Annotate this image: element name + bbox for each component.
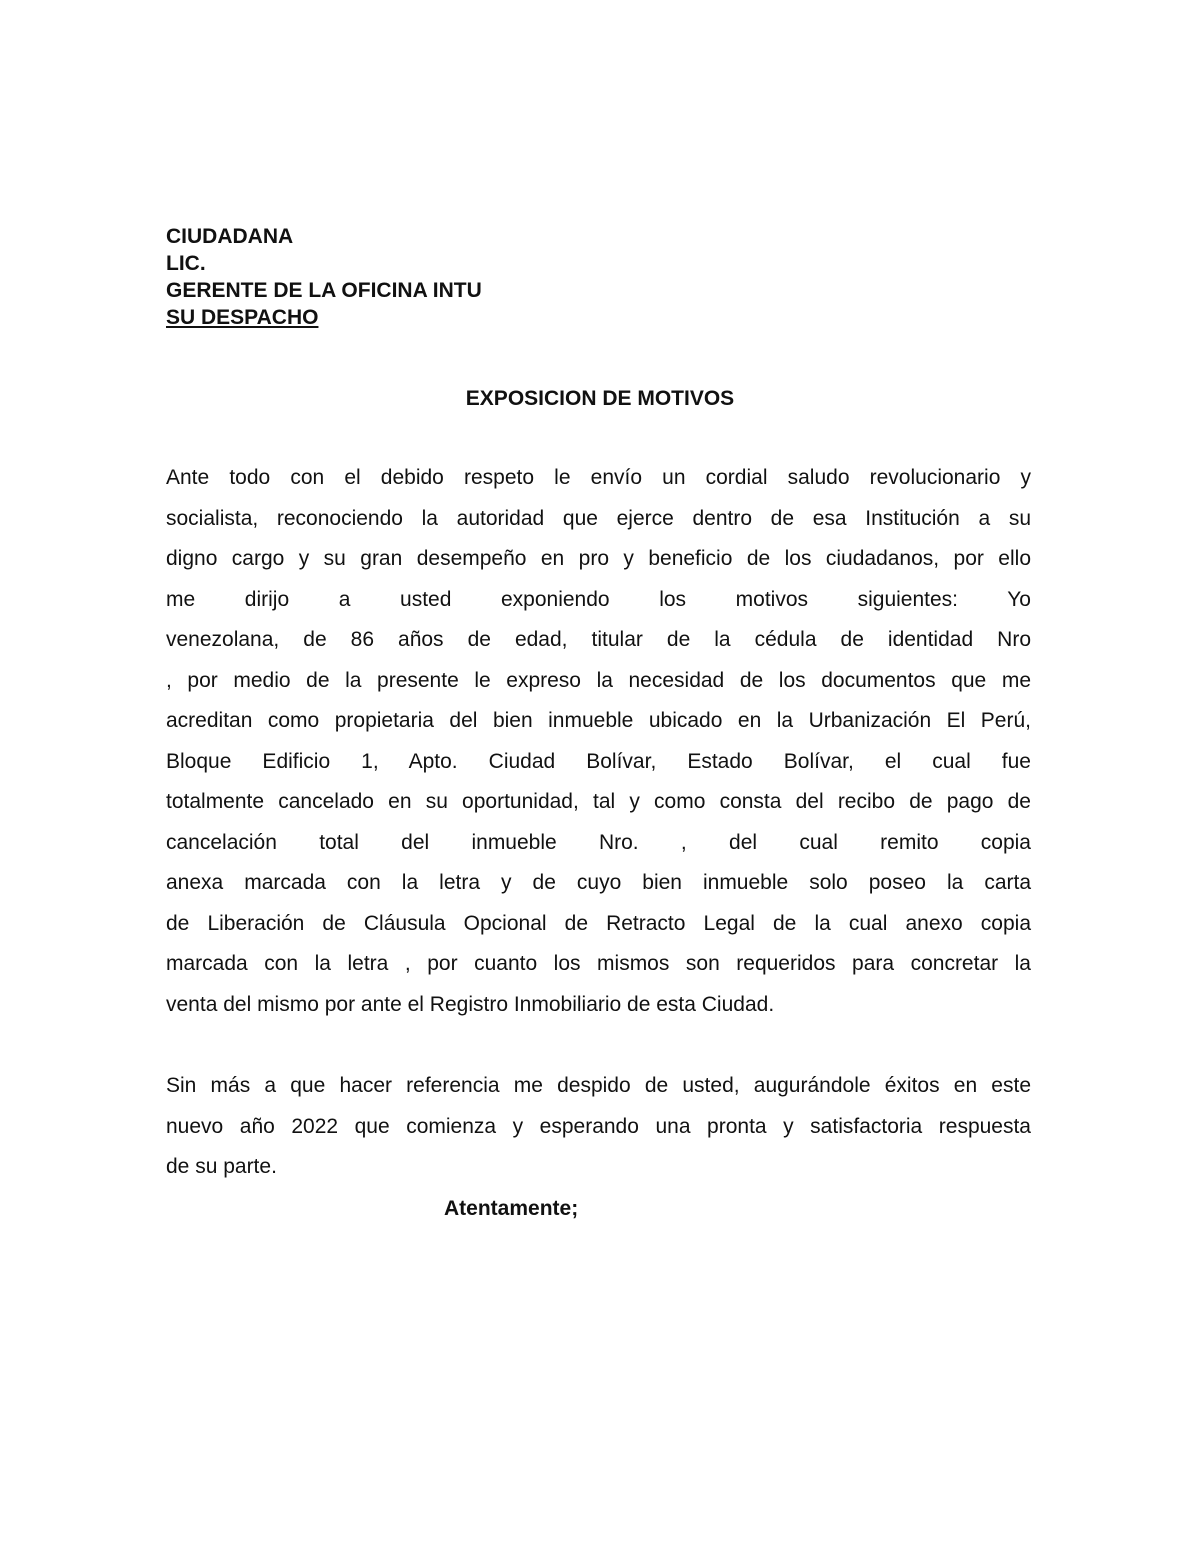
closing-salutation: Atentamente; xyxy=(444,1197,579,1220)
paragraph-line: venezolana, de 86 años de edad, titular de la cédula de identidad Nro xyxy=(166,628,1031,651)
paragraph-exposition xyxy=(166,458,1031,1025)
paragraph-line: Ante todo con el debido respeto le envío un cordial saludo revolucionario y xyxy=(166,466,1031,489)
paragraph-line: venta del mismo por ante el Registro Inmobiliario de esta Ciudad. xyxy=(166,992,775,1016)
paragraph-line: me dirijo a usted exponiendo los motivos siguientes: Yo xyxy=(166,587,1031,611)
paragraph-line: nuevo año 2022 que comienza y esperando una pronta y satisfactoria respuesta xyxy=(166,1114,1031,1138)
paragraph-line: anexa marcada con la letra y de cuyo bien inmueble solo poseo la carta xyxy=(166,871,1031,894)
addressee-office: SU DESPACHO xyxy=(166,306,319,329)
paragraph-line: Sin más a que hacer referencia me despido de usted, augurándole éxitos en este xyxy=(166,1074,1031,1097)
paragraph-line: de su parte. xyxy=(166,1155,277,1178)
addressee-block xyxy=(166,223,482,331)
paragraph-line: , por medio de la presente le expreso la necesidad de los documentos que me xyxy=(166,668,1031,692)
paragraph-farewell xyxy=(166,1066,1031,1188)
document-title: EXPOSICION DE MOTIVOS xyxy=(465,387,735,410)
addressee-position: GERENTE DE LA OFICINA INTU xyxy=(166,279,482,302)
paragraph-line: Bloque Edificio 1, Apto. Ciudad Bolívar, Estado Bolívar, el cual fue xyxy=(166,749,1031,773)
paragraph-line: digno cargo y su gran desempeño en pro y beneficio de los ciudadanos, por ello xyxy=(166,547,1031,570)
paragraph-line: de Liberación de Cláusula Opcional de Retracto Legal de la cual anexo copia xyxy=(166,911,1031,935)
paragraph-line: totalmente cancelado en su oportunidad, tal y como consta del recibo de pago de xyxy=(166,790,1031,813)
addressee-title: CIUDADANA xyxy=(166,225,294,248)
paragraph-line: socialista, reconociendo la autoridad que ejerce dentro de esa Institución a su xyxy=(166,506,1031,530)
paragraph-line: cancelación total del inmueble Nro. , del cual remito copia xyxy=(166,830,1031,854)
addressee-degree: LIC. xyxy=(166,252,206,275)
paragraph-line: marcada con la letra , por cuanto los mismos son requeridos para concretar la xyxy=(166,952,1031,975)
paragraph-line: acreditan como propietaria del bien inmueble ubicado en la Urbanización El Perú, xyxy=(166,709,1031,732)
